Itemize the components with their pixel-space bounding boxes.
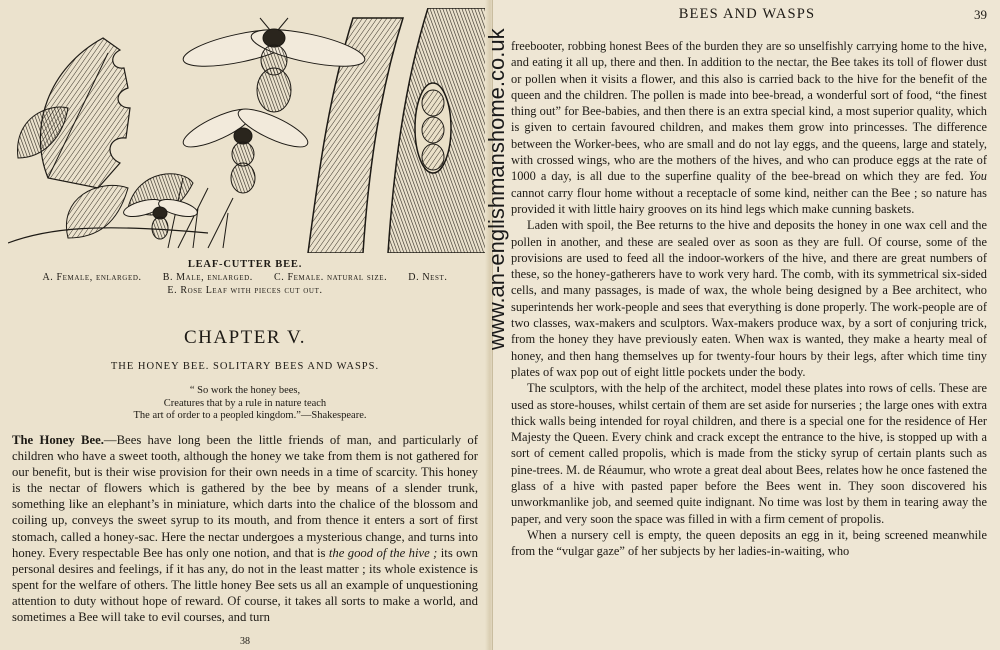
running-head: BEES AND WASPS [678, 6, 816, 22]
chapter-heading: CHAPTER V. [184, 327, 306, 348]
bee-b [179, 102, 312, 193]
figure-caption-line-1 [0, 272, 490, 283]
body-text-right [511, 38, 987, 560]
chapter-subheading: THE HONEY BEE. SOLITARY BEES AND WASPS. [110, 361, 380, 372]
section-lead: The Honey Bee. [12, 433, 104, 447]
paragraph-3: The sculptors, with the help of the architect, model these plates into rows of cells. These are used as store-houses, whilst certain of them are set aside for nurseries ; the large ones with extra thick walls being intended for royal children, and there is a special one for the residence of Her Majesty the Queen. Every chink and crack except the entrance to the hive, is stopped up with a sort of cement called propolis, which is made from the sticky syrup of certain plants such as pine-trees. M. de Réaumur, who wrote a great deal about Bees, relates how he once fastened the glass of a hive with pasted paper before the Bees went in. They soon discovered his unworkmanlike job, and seemed quite indignant. No time was lost by them in tearing away the paper, and very soon the space was filled in with a firm cement of propolis. [511, 381, 987, 526]
body-text-italic: the good of the hive ; [328, 545, 438, 560]
paragraph-2: Laden with spoil, the Bee returns to the hive and deposits the honey in one wax cell and the pollen in another, and these are sealed over as soon as they are full. Of course, some of the provisions are used to feed all the indoor-workers of the hive, and there are great numbers of these, so the honey-gatherers have to work very hard. The comb, with its symmetrical six-sided cells, and many passages, is made of wax, the whole being designed by a Bee architect, who superintends her work-people and sees that everything is done properly. The work-people are of two classes, wax-makers and sculptors. Wax-makers produce wax, by a sort of conjuring trick, from the honey they have previously eaten. When wax is wanted, they make a hearty meal of honey, and then hang themselves up for twenty-four hours by their legs, after which time tiny plates of wax pop out of eight little pockets under the body. [511, 218, 987, 379]
left-page [0, 0, 490, 650]
website-watermark [470, 20, 520, 350]
body-text-left [12, 432, 478, 625]
epigraph-line-2: Creatures that by a rule in nature teach [163, 398, 327, 409]
caption-item-a: A. Female, enlarged. [42, 272, 142, 283]
caption-item-d: D. Nest. [408, 272, 448, 283]
epigraph-line-3: The art of order to a peopled kingdom.”—Shakespeare. [133, 410, 367, 421]
figure-caption-line-2 [0, 285, 490, 296]
caption-item-c: C. Female. natural size. [274, 272, 388, 283]
svg-text:www.an-englishmanshome.co.uk: www.an-englishmanshome.co.uk [484, 28, 509, 350]
paragraph-1: freebooter, robbing honest Bees of the burden they are so unselfishly carrying home to the hive, and eating it all up, there and then. In addition to the nectar, the Bee takes its toll of flower dust or pollen when it visits a flower, and this also is carried back to the hive for the benefit of the queen and the children. The pollen is made into bee-bread, a wonderful sort of food, “the finest thing out” for Bee-babies, and then there is an extra special kind, a most superior quality, which is given to certain favoured children, and makes them grow into princesses. The difference between the Worker-bees, who are small and do not lay eggs, and the queens, large and stately, with crossed wings, who are the mothers of the hives, and who can produce eggs at the rate of 1000 a day, is all due to the superfine quality of the bee-bread on which they are fed. You cannot carry flour home without a receptacle of some kind, neither can the Bee ; so nature has provided it with little hairy grooves on its hind legs which make cunning baskets. [511, 39, 987, 216]
epigraph-line-1: “ So work the honey bees, [189, 385, 301, 396]
page-number-left: 38 [240, 636, 250, 647]
body-text-part-2: its own personal desires and feelings, if it has any, do not in the least matter ; its whole existence is spent for the welfare of others. The little honey Bee sets us all an example of unquestioning attention to duty without hope of reward. Of course, it takes all sorts to make a world, and sometimes a Bee will take to evil courses, and turn [12, 545, 478, 625]
figure-caption-title: LEAF-CUTTER BEE. [187, 259, 303, 270]
leaf-cutter-bee-illustration [8, 8, 490, 253]
right-page [492, 0, 1000, 650]
page-number-right: 39 [974, 7, 987, 22]
caption-item-b: B. Male, enlarged. [162, 272, 253, 283]
caption-item-e: E. Rose Leaf with pieces cut out. [167, 285, 323, 296]
paragraph-4: When a nursery cell is empty, the queen deposits an egg in it, being screened meanwhile from the “vulgar gaze” of her subjects by her ladies-in-waiting, who [511, 527, 987, 559]
body-text-part-1: —Bees have long been the little friends of man, and particularly of children who have a sweet tooth, although the honey we take from them is not gathered for our benefit, but is their wise provision for their own needs in a time of scarcity. This honey is the nectar of flowers which is gathered by the bee by means of a slender trunk, something like an elephant’s in miniature, which darts into the chalice of the blossom and coiling up, conveys the sweet syrup to its mouth, and from thence it enters a sort of first stomach, called a honey-sac. Here the nectar undergoes a mysterious change, and turns into honey. Every respectable Bee has only one notion, and that is [12, 433, 478, 560]
